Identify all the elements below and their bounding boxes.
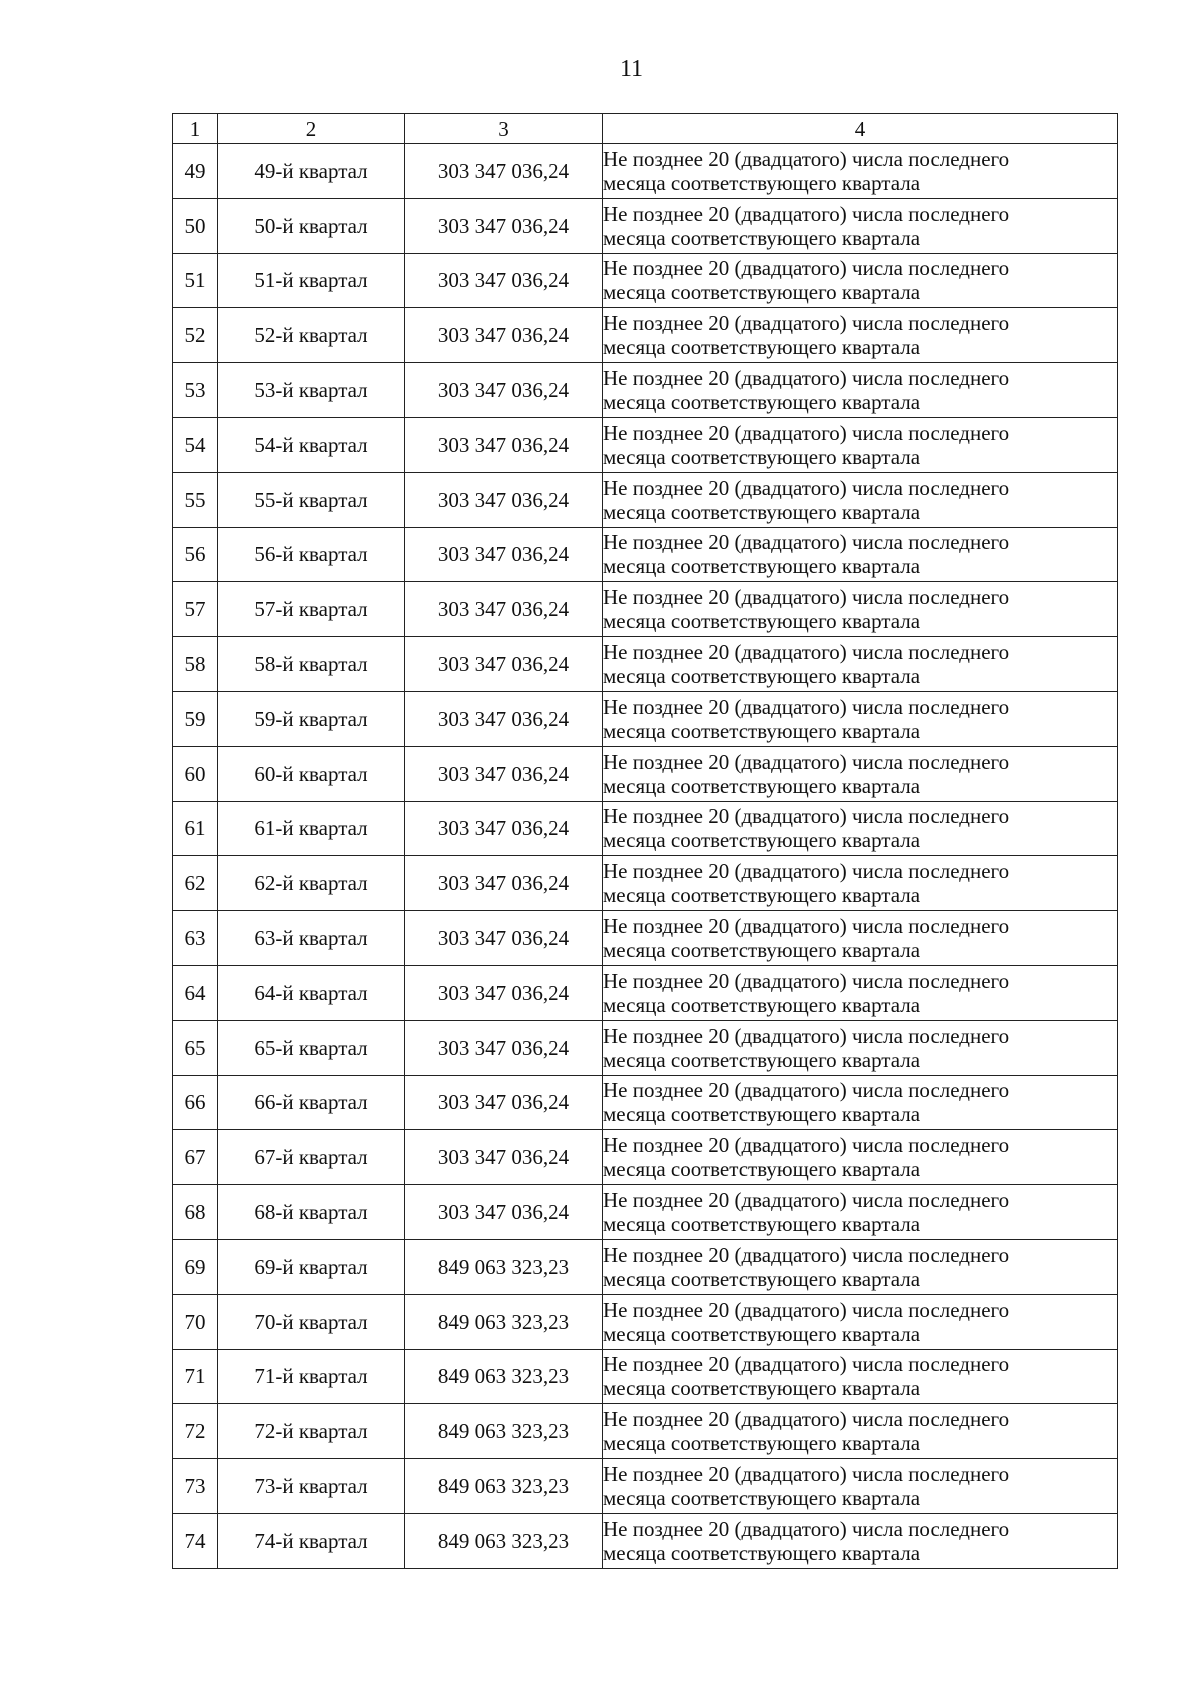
deadline-line: Не позднее 20 (двадцатого) числа последнего bbox=[603, 1078, 1010, 1103]
deadline-line: месяца соответствующего квартала bbox=[603, 554, 921, 579]
deadline-line: месяца соответствующего квартала bbox=[603, 1212, 921, 1237]
row-number-cell: 54 bbox=[173, 417, 218, 472]
amount-cell: 303 347 036,24 bbox=[405, 746, 603, 801]
period-cell: 58-й квартал bbox=[218, 637, 405, 692]
amount-cell: 849 063 323,23 bbox=[405, 1459, 603, 1514]
column-header-2: 2 bbox=[218, 114, 405, 144]
row-number-cell: 49 bbox=[173, 144, 218, 199]
page-number: 11 bbox=[619, 56, 644, 82]
period-cell: 69-й квартал bbox=[218, 1239, 405, 1294]
deadline-line: месяца соответствующего квартала bbox=[603, 225, 921, 250]
deadline-cell bbox=[603, 308, 1118, 363]
payment-schedule-table bbox=[172, 113, 1118, 1569]
amount-cell: 303 347 036,24 bbox=[405, 198, 603, 253]
period-cell: 52-й квартал bbox=[218, 308, 405, 363]
column-header-3: 3 bbox=[405, 114, 603, 144]
deadline-cell bbox=[603, 1459, 1118, 1514]
table-row bbox=[173, 1185, 1118, 1240]
deadline-cell bbox=[603, 965, 1118, 1020]
amount-cell: 303 347 036,24 bbox=[405, 417, 603, 472]
table-row bbox=[173, 856, 1118, 911]
deadline-cell bbox=[603, 1513, 1118, 1568]
period-cell: 59-й квартал bbox=[218, 691, 405, 746]
period-cell: 57-й квартал bbox=[218, 582, 405, 637]
amount-cell: 303 347 036,24 bbox=[405, 1185, 603, 1240]
deadline-line: месяца соответствующего квартала bbox=[603, 1157, 921, 1182]
deadline-line: месяца соответствующего квартала bbox=[603, 718, 921, 743]
period-cell: 74-й квартал bbox=[218, 1513, 405, 1568]
period-cell: 65-й квартал bbox=[218, 1020, 405, 1075]
deadline-line: Не позднее 20 (двадцатого) числа последнего bbox=[603, 146, 1010, 171]
deadline-line: месяца соответствующего квартала bbox=[603, 938, 921, 963]
deadline-cell bbox=[603, 1130, 1118, 1185]
table-row bbox=[173, 472, 1118, 527]
deadline-cell bbox=[603, 1185, 1118, 1240]
deadline-line: Не позднее 20 (двадцатого) числа последнего bbox=[603, 530, 1010, 555]
row-number-cell: 59 bbox=[173, 691, 218, 746]
deadline-line: Не позднее 20 (двадцатого) числа последнего bbox=[603, 859, 1010, 884]
amount-cell: 303 347 036,24 bbox=[405, 1075, 603, 1130]
amount-cell: 303 347 036,24 bbox=[405, 527, 603, 582]
period-cell: 50-й квартал bbox=[218, 198, 405, 253]
row-number-cell: 50 bbox=[173, 198, 218, 253]
table-row bbox=[173, 1404, 1118, 1459]
deadline-line: месяца соответствующего квартала bbox=[603, 170, 921, 195]
row-number-cell: 71 bbox=[173, 1349, 218, 1404]
deadline-line: Не позднее 20 (двадцатого) числа последнего bbox=[603, 1297, 1010, 1322]
amount-cell: 303 347 036,24 bbox=[405, 965, 603, 1020]
row-number-cell: 57 bbox=[173, 582, 218, 637]
deadline-line: месяца соответствующего квартала bbox=[603, 1486, 921, 1511]
table-row bbox=[173, 801, 1118, 856]
deadline-line: Не позднее 20 (двадцатого) числа последнего bbox=[603, 1352, 1010, 1377]
table-row bbox=[173, 363, 1118, 418]
row-number-cell: 72 bbox=[173, 1404, 218, 1459]
period-cell: 64-й квартал bbox=[218, 965, 405, 1020]
table-header bbox=[173, 114, 1118, 144]
deadline-line: Не позднее 20 (двадцатого) числа последнего bbox=[603, 201, 1010, 226]
deadline-line: месяца соответствующего квартала bbox=[603, 828, 921, 853]
column-header-1: 1 bbox=[173, 114, 218, 144]
deadline-line: месяца соответствующего квартала bbox=[603, 1321, 921, 1346]
header-row bbox=[173, 114, 1118, 144]
period-cell: 62-й квартал bbox=[218, 856, 405, 911]
deadline-line: Не позднее 20 (двадцатого) числа последнего bbox=[603, 804, 1010, 829]
row-number-cell: 62 bbox=[173, 856, 218, 911]
deadline-line: месяца соответствующего квартала bbox=[603, 1266, 921, 1291]
period-cell: 53-й квартал bbox=[218, 363, 405, 418]
table-row bbox=[173, 1130, 1118, 1185]
table-row bbox=[173, 637, 1118, 692]
row-number-cell: 68 bbox=[173, 1185, 218, 1240]
deadline-line: месяца соответствующего квартала bbox=[603, 883, 921, 908]
table-row bbox=[173, 911, 1118, 966]
deadline-cell bbox=[603, 637, 1118, 692]
table-row bbox=[173, 1349, 1118, 1404]
deadline-cell bbox=[603, 1020, 1118, 1075]
period-cell: 71-й квартал bbox=[218, 1349, 405, 1404]
deadline-line: Не позднее 20 (двадцатого) числа последнего bbox=[603, 640, 1010, 665]
amount-cell: 849 063 323,23 bbox=[405, 1404, 603, 1459]
deadline-line: Не позднее 20 (двадцатого) числа последнего bbox=[603, 749, 1010, 774]
amount-cell: 303 347 036,24 bbox=[405, 253, 603, 308]
period-cell: 70-й квартал bbox=[218, 1294, 405, 1349]
table-row bbox=[173, 1513, 1118, 1568]
row-number-cell: 64 bbox=[173, 965, 218, 1020]
amount-cell: 303 347 036,24 bbox=[405, 582, 603, 637]
amount-cell: 303 347 036,24 bbox=[405, 472, 603, 527]
amount-cell: 303 347 036,24 bbox=[405, 1130, 603, 1185]
row-number-cell: 52 bbox=[173, 308, 218, 363]
deadline-line: Не позднее 20 (двадцатого) числа последнего bbox=[603, 1133, 1010, 1158]
amount-cell: 303 347 036,24 bbox=[405, 911, 603, 966]
deadline-line: Не позднее 20 (двадцатого) числа последнего bbox=[603, 968, 1010, 993]
period-cell: 66-й квартал bbox=[218, 1075, 405, 1130]
row-number-cell: 66 bbox=[173, 1075, 218, 1130]
deadline-line: месяца соответствующего квартала bbox=[603, 335, 921, 360]
amount-cell: 849 063 323,23 bbox=[405, 1239, 603, 1294]
row-number-cell: 73 bbox=[173, 1459, 218, 1514]
amount-cell: 849 063 323,23 bbox=[405, 1513, 603, 1568]
deadline-line: Не позднее 20 (двадцатого) числа последнего bbox=[603, 914, 1010, 939]
deadline-cell bbox=[603, 1404, 1118, 1459]
row-number-cell: 74 bbox=[173, 1513, 218, 1568]
deadline-line: Не позднее 20 (двадцатого) числа последнего bbox=[603, 475, 1010, 500]
table-row bbox=[173, 1020, 1118, 1075]
period-cell: 61-й квартал bbox=[218, 801, 405, 856]
amount-cell: 303 347 036,24 bbox=[405, 637, 603, 692]
deadline-cell bbox=[603, 417, 1118, 472]
deadline-line: Не позднее 20 (двадцатого) числа последнего bbox=[603, 1407, 1010, 1432]
row-number-cell: 63 bbox=[173, 911, 218, 966]
deadline-line: Не позднее 20 (двадцатого) числа последнего bbox=[603, 311, 1010, 336]
amount-cell: 303 347 036,24 bbox=[405, 801, 603, 856]
table-row bbox=[173, 1239, 1118, 1294]
deadline-cell bbox=[603, 363, 1118, 418]
row-number-cell: 65 bbox=[173, 1020, 218, 1075]
table-row bbox=[173, 1075, 1118, 1130]
deadline-cell bbox=[603, 253, 1118, 308]
column-header-4: 4 bbox=[603, 114, 1118, 144]
row-number-cell: 56 bbox=[173, 527, 218, 582]
row-number-cell: 60 bbox=[173, 746, 218, 801]
deadline-line: месяца соответствующего квартала bbox=[603, 1102, 921, 1127]
table-row bbox=[173, 198, 1118, 253]
amount-cell: 303 347 036,24 bbox=[405, 144, 603, 199]
deadline-cell bbox=[603, 527, 1118, 582]
row-number-cell: 70 bbox=[173, 1294, 218, 1349]
deadline-line: месяца соответствующего квартала bbox=[603, 1376, 921, 1401]
deadline-cell bbox=[603, 801, 1118, 856]
period-cell: 54-й квартал bbox=[218, 417, 405, 472]
table-row bbox=[173, 582, 1118, 637]
table-row bbox=[173, 1294, 1118, 1349]
deadline-line: месяца соответствующего квартала bbox=[603, 609, 921, 634]
deadline-line: месяца соответствующего квартала bbox=[603, 664, 921, 689]
deadline-line: месяца соответствующего квартала bbox=[603, 499, 921, 524]
deadline-line: месяца соответствующего квартала bbox=[603, 1431, 921, 1456]
deadline-cell bbox=[603, 198, 1118, 253]
row-number-cell: 61 bbox=[173, 801, 218, 856]
deadline-line: Не позднее 20 (двадцатого) числа последнего bbox=[603, 1516, 1010, 1541]
deadline-line: Не позднее 20 (двадцатого) числа последнего bbox=[603, 256, 1010, 281]
table-body bbox=[173, 144, 1118, 1569]
deadline-line: Не позднее 20 (двадцатого) числа последнего bbox=[603, 1023, 1010, 1048]
period-cell: 51-й квартал bbox=[218, 253, 405, 308]
period-cell: 56-й квартал bbox=[218, 527, 405, 582]
deadline-line: Не позднее 20 (двадцатого) числа последнего bbox=[603, 1188, 1010, 1213]
period-cell: 72-й квартал bbox=[218, 1404, 405, 1459]
amount-cell: 849 063 323,23 bbox=[405, 1349, 603, 1404]
deadline-cell bbox=[603, 1294, 1118, 1349]
period-cell: 63-й квартал bbox=[218, 911, 405, 966]
deadline-line: месяца соответствующего квартала bbox=[603, 390, 921, 415]
deadline-cell bbox=[603, 1349, 1118, 1404]
period-cell: 55-й квартал bbox=[218, 472, 405, 527]
table-row bbox=[173, 144, 1118, 199]
row-number-cell: 69 bbox=[173, 1239, 218, 1294]
deadline-line: Не позднее 20 (двадцатого) числа последнего bbox=[603, 1242, 1010, 1267]
row-number-cell: 67 bbox=[173, 1130, 218, 1185]
deadline-line: месяца соответствующего квартала bbox=[603, 1540, 921, 1565]
deadline-line: Не позднее 20 (двадцатого) числа последнего bbox=[603, 420, 1010, 445]
deadline-cell bbox=[603, 856, 1118, 911]
deadline-line: месяца соответствующего квартала bbox=[603, 1047, 921, 1072]
deadline-line: месяца соответствующего квартала bbox=[603, 992, 921, 1017]
table-row bbox=[173, 691, 1118, 746]
deadline-line: месяца соответствующего квартала bbox=[603, 773, 921, 798]
deadline-cell bbox=[603, 472, 1118, 527]
row-number-cell: 58 bbox=[173, 637, 218, 692]
deadline-line: Не позднее 20 (двадцатого) числа последнего bbox=[603, 585, 1010, 610]
deadline-line: Не позднее 20 (двадцатого) числа последнего bbox=[603, 366, 1010, 391]
table-row bbox=[173, 527, 1118, 582]
amount-cell: 303 347 036,24 bbox=[405, 856, 603, 911]
period-cell: 73-й квартал bbox=[218, 1459, 405, 1514]
amount-cell: 849 063 323,23 bbox=[405, 1294, 603, 1349]
deadline-cell bbox=[603, 144, 1118, 199]
period-cell: 60-й квартал bbox=[218, 746, 405, 801]
deadline-cell bbox=[603, 1075, 1118, 1130]
amount-cell: 303 347 036,24 bbox=[405, 308, 603, 363]
deadline-cell bbox=[603, 1239, 1118, 1294]
row-number-cell: 51 bbox=[173, 253, 218, 308]
table-row bbox=[173, 253, 1118, 308]
table-row bbox=[173, 417, 1118, 472]
deadline-line: месяца соответствующего квартала bbox=[603, 280, 921, 305]
deadline-cell bbox=[603, 746, 1118, 801]
deadline-line: Не позднее 20 (двадцатого) числа последнего bbox=[603, 1462, 1010, 1487]
deadline-cell bbox=[603, 582, 1118, 637]
table-row bbox=[173, 1459, 1118, 1514]
deadline-cell bbox=[603, 691, 1118, 746]
amount-cell: 303 347 036,24 bbox=[405, 363, 603, 418]
amount-cell: 303 347 036,24 bbox=[405, 1020, 603, 1075]
period-cell: 68-й квартал bbox=[218, 1185, 405, 1240]
row-number-cell: 53 bbox=[173, 363, 218, 418]
period-cell: 49-й квартал bbox=[218, 144, 405, 199]
deadline-line: месяца соответствующего квартала bbox=[603, 444, 921, 469]
table-row bbox=[173, 965, 1118, 1020]
table-row bbox=[173, 746, 1118, 801]
deadline-cell bbox=[603, 911, 1118, 966]
amount-cell: 303 347 036,24 bbox=[405, 691, 603, 746]
period-cell: 67-й квартал bbox=[218, 1130, 405, 1185]
table-row bbox=[173, 308, 1118, 363]
row-number-cell: 55 bbox=[173, 472, 218, 527]
deadline-line: Не позднее 20 (двадцатого) числа последнего bbox=[603, 694, 1010, 719]
